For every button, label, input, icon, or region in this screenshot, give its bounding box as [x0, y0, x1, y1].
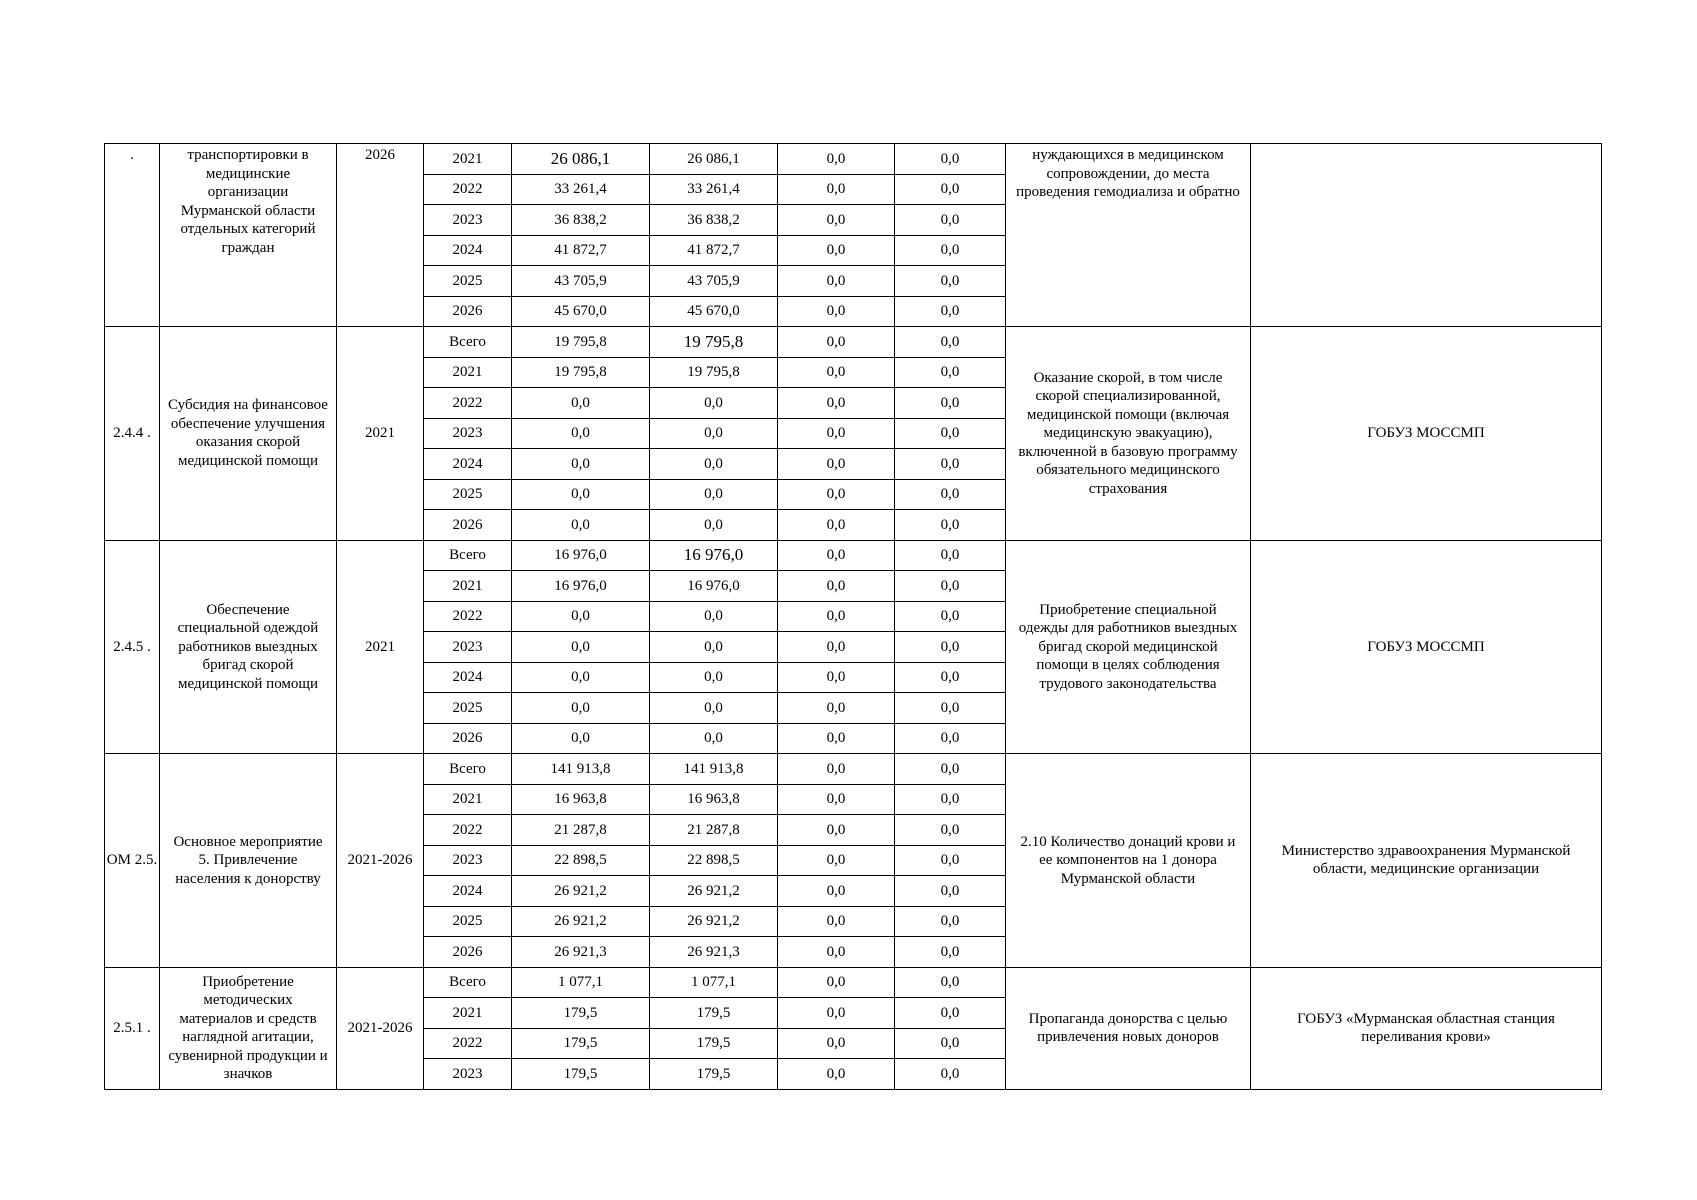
item-code: 2.4.5 . — [105, 540, 160, 754]
item-name: транспортировки в медицинские организации Мурманской области отдельных категорий граждан — [160, 144, 337, 327]
federal-budget-cell: 0,0 — [778, 632, 895, 663]
table-row — [105, 967, 1602, 998]
total-cell: 19 795,8 — [512, 357, 650, 388]
regional-budget-cell: 45 670,0 — [650, 296, 778, 327]
year-cell: Всего — [424, 754, 512, 785]
item-code: 2.5.1 . — [105, 967, 160, 1089]
year-cell: 2021 — [424, 784, 512, 815]
item-period: 2021-2026 — [337, 967, 424, 1089]
total-cell: 0,0 — [512, 388, 650, 419]
federal-budget-cell: 0,0 — [778, 205, 895, 236]
other-sources-cell: 0,0 — [895, 388, 1006, 419]
year-cell: 2025 — [424, 906, 512, 937]
year-cell: 2024 — [424, 235, 512, 266]
executor: Министерство здравоохранения Мурманской области, медицинские организации — [1251, 754, 1602, 968]
year-cell: 2022 — [424, 815, 512, 846]
regional-budget-cell: 1 077,1 — [650, 967, 778, 998]
federal-budget-cell: 0,0 — [778, 845, 895, 876]
item-name: Приобретение методических материалов и средств наглядной агитации, сувенирной продукции и значков — [160, 967, 337, 1089]
federal-budget-cell: 0,0 — [778, 937, 895, 968]
regional-budget-cell: 33 261,4 — [650, 174, 778, 205]
executor: ГОБУЗ МОССМП — [1251, 327, 1602, 541]
year-cell: 2026 — [424, 296, 512, 327]
other-sources-cell: 0,0 — [895, 967, 1006, 998]
expected-result: Пропаганда донорства с целью привлечения новых доноров — [1006, 967, 1251, 1089]
regional-budget-cell: 0,0 — [650, 479, 778, 510]
year-cell: 2024 — [424, 662, 512, 693]
other-sources-cell: 0,0 — [895, 662, 1006, 693]
federal-budget-cell: 0,0 — [778, 357, 895, 388]
table-body — [105, 144, 1602, 1090]
federal-budget-cell: 0,0 — [778, 815, 895, 846]
federal-budget-cell: 0,0 — [778, 1059, 895, 1090]
year-cell: 2023 — [424, 632, 512, 663]
federal-budget-cell: 0,0 — [778, 479, 895, 510]
year-cell: 2021 — [424, 144, 512, 175]
regional-budget-cell: 26 921,2 — [650, 876, 778, 907]
other-sources-cell: 0,0 — [895, 296, 1006, 327]
other-sources-cell: 0,0 — [895, 754, 1006, 785]
item-code: 2.4.4 . — [105, 327, 160, 541]
total-cell: 0,0 — [512, 723, 650, 754]
federal-budget-cell: 0,0 — [778, 449, 895, 480]
regional-budget-cell: 0,0 — [650, 449, 778, 480]
total-cell: 16 976,0 — [512, 571, 650, 602]
regional-budget-cell: 16 976,0 — [650, 540, 778, 571]
federal-budget-cell: 0,0 — [778, 571, 895, 602]
total-cell: 45 670,0 — [512, 296, 650, 327]
federal-budget-cell: 0,0 — [778, 876, 895, 907]
table-row — [105, 540, 1602, 571]
total-cell: 33 261,4 — [512, 174, 650, 205]
other-sources-cell: 0,0 — [895, 723, 1006, 754]
other-sources-cell: 0,0 — [895, 906, 1006, 937]
regional-budget-cell: 26 921,3 — [650, 937, 778, 968]
other-sources-cell: 0,0 — [895, 449, 1006, 480]
other-sources-cell: 0,0 — [895, 937, 1006, 968]
other-sources-cell: 0,0 — [895, 693, 1006, 724]
regional-budget-cell: 141 913,8 — [650, 754, 778, 785]
regional-budget-cell: 179,5 — [650, 1059, 778, 1090]
regional-budget-cell: 19 795,8 — [650, 327, 778, 358]
total-cell: 0,0 — [512, 418, 650, 449]
regional-budget-cell: 19 795,8 — [650, 357, 778, 388]
expected-result: 2.10 Количество донаций крови и ее компонентов на 1 донора Мурманской области — [1006, 754, 1251, 968]
executor — [1251, 144, 1602, 327]
other-sources-cell: 0,0 — [895, 479, 1006, 510]
year-cell: 2025 — [424, 266, 512, 297]
regional-budget-cell: 0,0 — [650, 388, 778, 419]
year-cell: 2022 — [424, 601, 512, 632]
regional-budget-cell: 179,5 — [650, 1028, 778, 1059]
year-cell: Всего — [424, 967, 512, 998]
other-sources-cell: 0,0 — [895, 784, 1006, 815]
total-cell: 16 963,8 — [512, 784, 650, 815]
federal-budget-cell: 0,0 — [778, 998, 895, 1029]
total-cell: 0,0 — [512, 662, 650, 693]
federal-budget-cell: 0,0 — [778, 1028, 895, 1059]
regional-budget-cell: 0,0 — [650, 662, 778, 693]
total-cell: 36 838,2 — [512, 205, 650, 236]
other-sources-cell: 0,0 — [895, 144, 1006, 175]
other-sources-cell: 0,0 — [895, 1028, 1006, 1059]
total-cell: 26 921,2 — [512, 876, 650, 907]
year-cell: Всего — [424, 327, 512, 358]
federal-budget-cell: 0,0 — [778, 601, 895, 632]
total-cell: 26 921,2 — [512, 906, 650, 937]
table-row — [105, 144, 1602, 175]
other-sources-cell: 0,0 — [895, 357, 1006, 388]
total-cell: 41 872,7 — [512, 235, 650, 266]
other-sources-cell: 0,0 — [895, 205, 1006, 236]
federal-budget-cell: 0,0 — [778, 784, 895, 815]
other-sources-cell: 0,0 — [895, 540, 1006, 571]
other-sources-cell: 0,0 — [895, 845, 1006, 876]
year-cell: 2024 — [424, 876, 512, 907]
regional-budget-cell: 0,0 — [650, 601, 778, 632]
federal-budget-cell: 0,0 — [778, 144, 895, 175]
item-name: Субсидия на финансовое обеспечение улучшения оказания скорой медицинской помощи — [160, 327, 337, 541]
year-cell: 2025 — [424, 479, 512, 510]
total-cell: 43 705,9 — [512, 266, 650, 297]
other-sources-cell: 0,0 — [895, 1059, 1006, 1090]
year-cell: 2022 — [424, 388, 512, 419]
expected-result: нуждающихся в медицинском сопровождении, до места проведения гемодиализа и обратно — [1006, 144, 1251, 327]
total-cell: 0,0 — [512, 693, 650, 724]
year-cell: 2025 — [424, 693, 512, 724]
item-period: 2021 — [337, 540, 424, 754]
other-sources-cell: 0,0 — [895, 327, 1006, 358]
table-row — [105, 754, 1602, 785]
total-cell: 19 795,8 — [512, 327, 650, 358]
regional-budget-cell: 16 963,8 — [650, 784, 778, 815]
federal-budget-cell: 0,0 — [778, 235, 895, 266]
expected-result: Приобретение специальной одежды для работников выездных бригад скорой медицинской помощи в целях соблюдения трудового законодательства — [1006, 540, 1251, 754]
year-cell: 2021 — [424, 998, 512, 1029]
regional-budget-cell: 0,0 — [650, 723, 778, 754]
total-cell: 0,0 — [512, 632, 650, 663]
other-sources-cell: 0,0 — [895, 418, 1006, 449]
total-cell: 179,5 — [512, 998, 650, 1029]
federal-budget-cell: 0,0 — [778, 540, 895, 571]
other-sources-cell: 0,0 — [895, 998, 1006, 1029]
total-cell: 16 976,0 — [512, 540, 650, 571]
total-cell: 1 077,1 — [512, 967, 650, 998]
year-cell: 2021 — [424, 571, 512, 602]
federal-budget-cell: 0,0 — [778, 266, 895, 297]
regional-budget-cell: 26 086,1 — [650, 144, 778, 175]
total-cell: 0,0 — [512, 510, 650, 541]
total-cell: 141 913,8 — [512, 754, 650, 785]
federal-budget-cell: 0,0 — [778, 906, 895, 937]
regional-budget-cell: 26 921,2 — [650, 906, 778, 937]
regional-budget-cell: 36 838,2 — [650, 205, 778, 236]
item-code: ОМ 2.5. — [105, 754, 160, 968]
regional-budget-cell: 21 287,8 — [650, 815, 778, 846]
regional-budget-cell: 41 872,7 — [650, 235, 778, 266]
year-cell: 2023 — [424, 845, 512, 876]
total-cell: 0,0 — [512, 601, 650, 632]
federal-budget-cell: 0,0 — [778, 723, 895, 754]
other-sources-cell: 0,0 — [895, 510, 1006, 541]
item-period: 2026 — [337, 144, 424, 327]
federal-budget-cell: 0,0 — [778, 510, 895, 541]
federal-budget-cell: 0,0 — [778, 388, 895, 419]
total-cell: 21 287,8 — [512, 815, 650, 846]
table-row — [105, 327, 1602, 358]
total-cell: 179,5 — [512, 1059, 650, 1090]
federal-budget-cell: 0,0 — [778, 327, 895, 358]
total-cell: 0,0 — [512, 479, 650, 510]
item-period: 2021 — [337, 327, 424, 541]
executor: ГОБУЗ МОССМП — [1251, 540, 1602, 754]
total-cell: 26 921,3 — [512, 937, 650, 968]
federal-budget-cell: 0,0 — [778, 662, 895, 693]
other-sources-cell: 0,0 — [895, 174, 1006, 205]
item-code: . — [105, 144, 160, 327]
federal-budget-cell: 0,0 — [778, 967, 895, 998]
other-sources-cell: 0,0 — [895, 235, 1006, 266]
regional-budget-cell: 22 898,5 — [650, 845, 778, 876]
other-sources-cell: 0,0 — [895, 266, 1006, 297]
total-cell: 22 898,5 — [512, 845, 650, 876]
year-cell: 2023 — [424, 1059, 512, 1090]
federal-budget-cell: 0,0 — [778, 174, 895, 205]
regional-budget-cell: 0,0 — [650, 632, 778, 663]
regional-budget-cell: 0,0 — [650, 693, 778, 724]
year-cell: 2023 — [424, 205, 512, 236]
other-sources-cell: 0,0 — [895, 815, 1006, 846]
total-cell: 179,5 — [512, 1028, 650, 1059]
year-cell: Всего — [424, 540, 512, 571]
other-sources-cell: 0,0 — [895, 601, 1006, 632]
item-period: 2021-2026 — [337, 754, 424, 968]
item-name: Основное мероприятие 5. Привлечение населения к донорству — [160, 754, 337, 968]
regional-budget-cell: 43 705,9 — [650, 266, 778, 297]
expected-result: Оказание скорой, в том числе скорой специализированной, медицинской помощи (включая медицинскую эвакуацию), включенной в базовую программу обязательного медицинского страхования — [1006, 327, 1251, 541]
other-sources-cell: 0,0 — [895, 632, 1006, 663]
year-cell: 2026 — [424, 937, 512, 968]
regional-budget-cell: 16 976,0 — [650, 571, 778, 602]
executor: ГОБУЗ «Мурманская областная станция переливания крови» — [1251, 967, 1602, 1089]
year-cell: 2026 — [424, 723, 512, 754]
regional-budget-cell: 179,5 — [650, 998, 778, 1029]
year-cell: 2024 — [424, 449, 512, 480]
total-cell: 0,0 — [512, 449, 650, 480]
regional-budget-cell: 0,0 — [650, 510, 778, 541]
regional-budget-cell: 0,0 — [650, 418, 778, 449]
federal-budget-cell: 0,0 — [778, 754, 895, 785]
total-cell: 26 086,1 — [512, 144, 650, 175]
program-table — [104, 143, 1602, 1090]
year-cell: 2022 — [424, 174, 512, 205]
federal-budget-cell: 0,0 — [778, 418, 895, 449]
item-name: Обеспечение специальной одеждой работников выездных бригад скорой медицинской помощи — [160, 540, 337, 754]
federal-budget-cell: 0,0 — [778, 693, 895, 724]
year-cell: 2023 — [424, 418, 512, 449]
year-cell: 2026 — [424, 510, 512, 541]
federal-budget-cell: 0,0 — [778, 296, 895, 327]
other-sources-cell: 0,0 — [895, 571, 1006, 602]
year-cell: 2021 — [424, 357, 512, 388]
year-cell: 2022 — [424, 1028, 512, 1059]
other-sources-cell: 0,0 — [895, 876, 1006, 907]
